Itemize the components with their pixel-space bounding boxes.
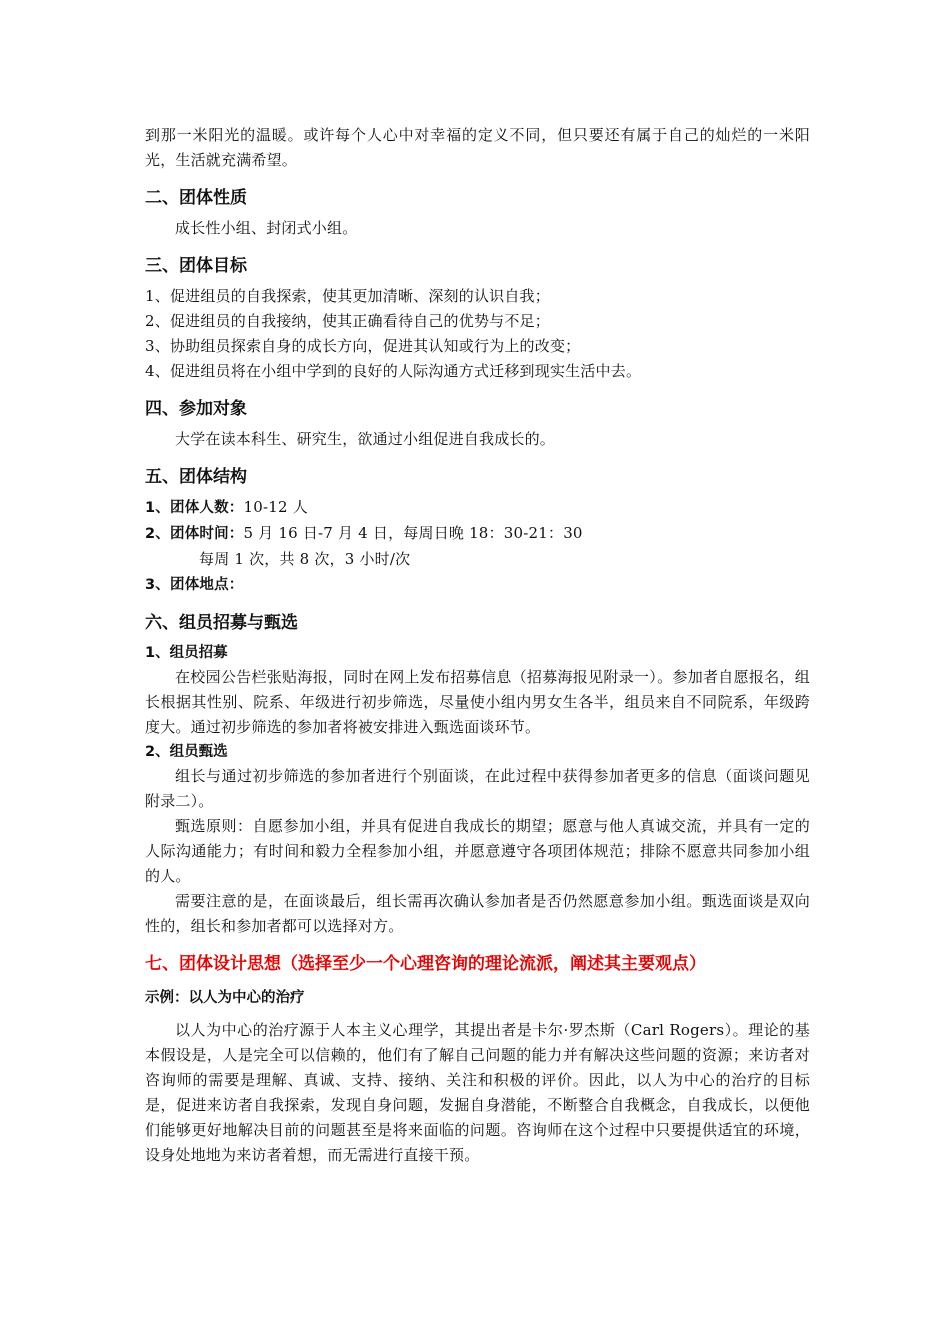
select-paragraph-1: 组长与通过初步筛选的参加者进行个别面谈，在此过程中获得参加者更多的信息（面谈问题见附录二）。 bbox=[145, 767, 810, 810]
recruit-subheading: 1、组员招募 bbox=[145, 645, 228, 661]
goal-item: 4、促进组员将在小组中学到的良好的人际沟通方式迁移到现实生活中去。 bbox=[145, 362, 642, 380]
section-7-heading: 七、团体设计思想（选择至少一个心理咨询的理论流派，阐述其主要观点） bbox=[145, 954, 706, 974]
group-place-line bbox=[145, 572, 810, 598]
group-place-label: 3、团体地点： bbox=[145, 577, 244, 593]
document-body bbox=[145, 123, 810, 1168]
section-3-heading: 三、团体目标 bbox=[145, 256, 247, 276]
goal-item: 2、促进组员的自我接纳，使其正确看待自己的优势与不足； bbox=[145, 312, 550, 330]
section-5-heading: 五、团体结构 bbox=[145, 467, 247, 487]
group-size-value: 10-12 人 bbox=[243, 498, 308, 516]
section-6-heading: 六、组员招募与甄选 bbox=[145, 613, 298, 633]
group-time-extra: 每周 1 次，共 8 次，3 小时/次 bbox=[199, 550, 411, 568]
intro-paragraph: 到那一米阳光的温暖。或许每个人心中对幸福的定义不同，但只要还有属于自己的灿烂的一米阳光，生活就充满希望。 bbox=[145, 126, 810, 169]
section-4-heading: 四、参加对象 bbox=[145, 399, 247, 419]
example-subheading: 示例：以人为中心的治疗 bbox=[145, 990, 305, 1006]
recruit-paragraph: 在校园公告栏张贴海报，同时在网上发布招募信息（招募海报见附录一）。参加者自愿报名，组长根据其性别、院系、年级进行初步筛选，尽量使小组内男女生各半，组员来自不同院系，年级跨度大。通过初步筛选的参加者将被安排进入甄选面谈环节。 bbox=[145, 668, 810, 736]
select-paragraph-2: 甄选原则：自愿参加小组，并具有促进自我成长的期望；愿意与他人真诚交流，并具有一定的人际沟通能力；有时间和毅力全程参加小组，并愿意遵守各项团体规范；排除不愿意共同参加小组的人。 bbox=[145, 817, 810, 885]
group-size-line bbox=[145, 495, 810, 521]
select-paragraph-3: 需要注意的是，在面谈最后，组长需再次确认参加者是否仍然愿意参加小组。甄选面谈是双向性的，组长和参加者都可以选择对方。 bbox=[145, 892, 810, 935]
group-time-line bbox=[145, 521, 810, 547]
select-subheading: 2、组员甄选 bbox=[145, 744, 228, 760]
goal-item: 1、促进组员的自我探索，使其更加清晰、深刻的认识自我； bbox=[145, 287, 550, 305]
section-2-text: 成长性小组、封闭式小组。 bbox=[175, 219, 358, 237]
section-2-heading: 二、团体性质 bbox=[145, 188, 247, 208]
theory-paragraph: 以人为中心的治疗源于人本主义心理学，其提出者是卡尔·罗杰斯（Carl Rogers）。理论的基本假设是，人是完全可以信赖的，他们有了解自己问题的能力并有解决这些问题的资源；来访者对咨询师的需要是理解、真诚、支持、接纳、关注和积极的评价。因此，以人为中心的治疗的目标是，促进来访者自我探索，发现自身问题，发掘自身潜能，不断整合自我概念，自我成长，以便他们能够更好地解决目前的问题甚至是将来面临的问题。咨询师在这个过程中只要提供适宜的环境，设身处地地为来访者着想，而无需进行直接干预。 bbox=[145, 1021, 810, 1164]
section-4-text: 大学在读本科生、研究生，欲通过小组促进自我成长的。 bbox=[175, 430, 556, 448]
group-size-label: 1、团体人数： bbox=[145, 500, 244, 516]
goal-item: 3、协助组员探索自身的成长方向，促进其认知或行为上的改变； bbox=[145, 337, 581, 355]
group-time-label: 2、团体时间： bbox=[145, 526, 244, 542]
group-time-value: 5 月 16 日-7 月 4 日，每周日晚 18：30-21：30 bbox=[243, 524, 583, 542]
